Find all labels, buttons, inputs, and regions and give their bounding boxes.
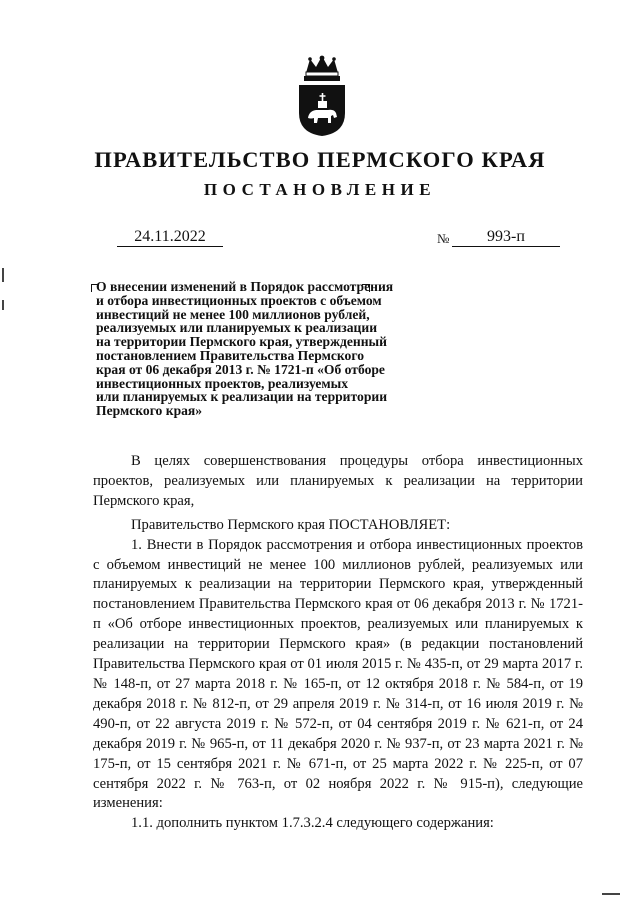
subject-line: Пермского края» xyxy=(96,403,203,419)
subject-line: постановлением Правительства Пермского xyxy=(96,347,364,363)
document-type: ПОСТАНОВЛЕНИЕ xyxy=(203,180,437,199)
item-1-paragraph: 1. Внести в Порядок рассмотрения и отбора инвестиционных проектов с объемом инвестиций не менее 100 миллионов рублей, реализуемых или планируемых к реализации на территории Пермского края, утвержденный постановлением Правительства Пермского края от 06 декабря 2013 г. № 1721-п «Об отборе инвестиционных проектов, реализуемых или планируемых к реализации на территории Пермского края» (в редакции постановлений Правительства Пермского края от 01 июля 2015 г. № 435-п, от 29 марта 2017 г. № 148-п, от 27 марта 2018 г. № 165-п, от 12 октября 2018 г. № 584-п, от 19 декабря 2018 г. № 812-п, от 29 апреля 2019 г. № 314-п, от 16 июля 2019 г. № 490-п, от 22 августа 2019 г. № 572-п, от 04 сентября 2019 г. № 621-п, от 24 декабря 2019 г. № 965-п, от 11 декабря 2020 г. № 937-п, от 23 марта 2021 г. № 175-п, от 15 сентября 2021 г. № 671-п, от 25 марта 2022 г. № 225-п, от 07 сентября 2022 г. № 763-п, от 02 ноября 2022 г. № 915-п), следующие изменения: xyxy=(93,536,583,812)
number-sign: № xyxy=(437,231,450,246)
scan-edge-mark xyxy=(602,893,620,895)
subject-line: инвестиций не менее 100 миллионов рублей, xyxy=(96,306,370,322)
subject-line: О внесении изменений в Порядок рассмотрения xyxy=(96,279,394,294)
scan-edge-mark xyxy=(2,268,4,282)
subject-line: края от 06 декабря 2013 г. № 1721-п «Об отборе xyxy=(96,361,385,377)
subject-line: и отбора инвестиционных проектов с объемом xyxy=(96,292,382,308)
preamble-paragraph: В целях совершенствования процедуры отбора инвестиционных проектов, реализуемых или планируемых к реализации на территории Пермского края, xyxy=(93,453,583,509)
resolves-paragraph: Правительство Пермского края ПОСТАНОВЛЯЕТ: xyxy=(131,516,451,533)
document-body xyxy=(93,452,583,834)
government-title: ПРАВИТЕЛЬСТВО ПЕРМСКОГО КРАЯ xyxy=(94,147,546,172)
item-1-1-paragraph: 1.1. дополнить пунктом 1.7.3.2.4 следующего содержания: xyxy=(131,815,494,832)
scan-edge-mark xyxy=(2,300,4,310)
subject-line: реализуемых или планируемых к реализации xyxy=(96,320,378,336)
coat-of-arms-icon xyxy=(297,55,347,137)
document-number: 993-п xyxy=(452,227,560,247)
subject-line: или планируемых к реализации на территории xyxy=(96,389,388,405)
subject-line: на территории Пермского края, утвержденный xyxy=(96,334,387,350)
document-date: 24.11.2022 xyxy=(117,227,223,247)
document-subject xyxy=(96,280,441,418)
subject-line: инвестиционных проектов, реализуемых xyxy=(96,375,349,391)
